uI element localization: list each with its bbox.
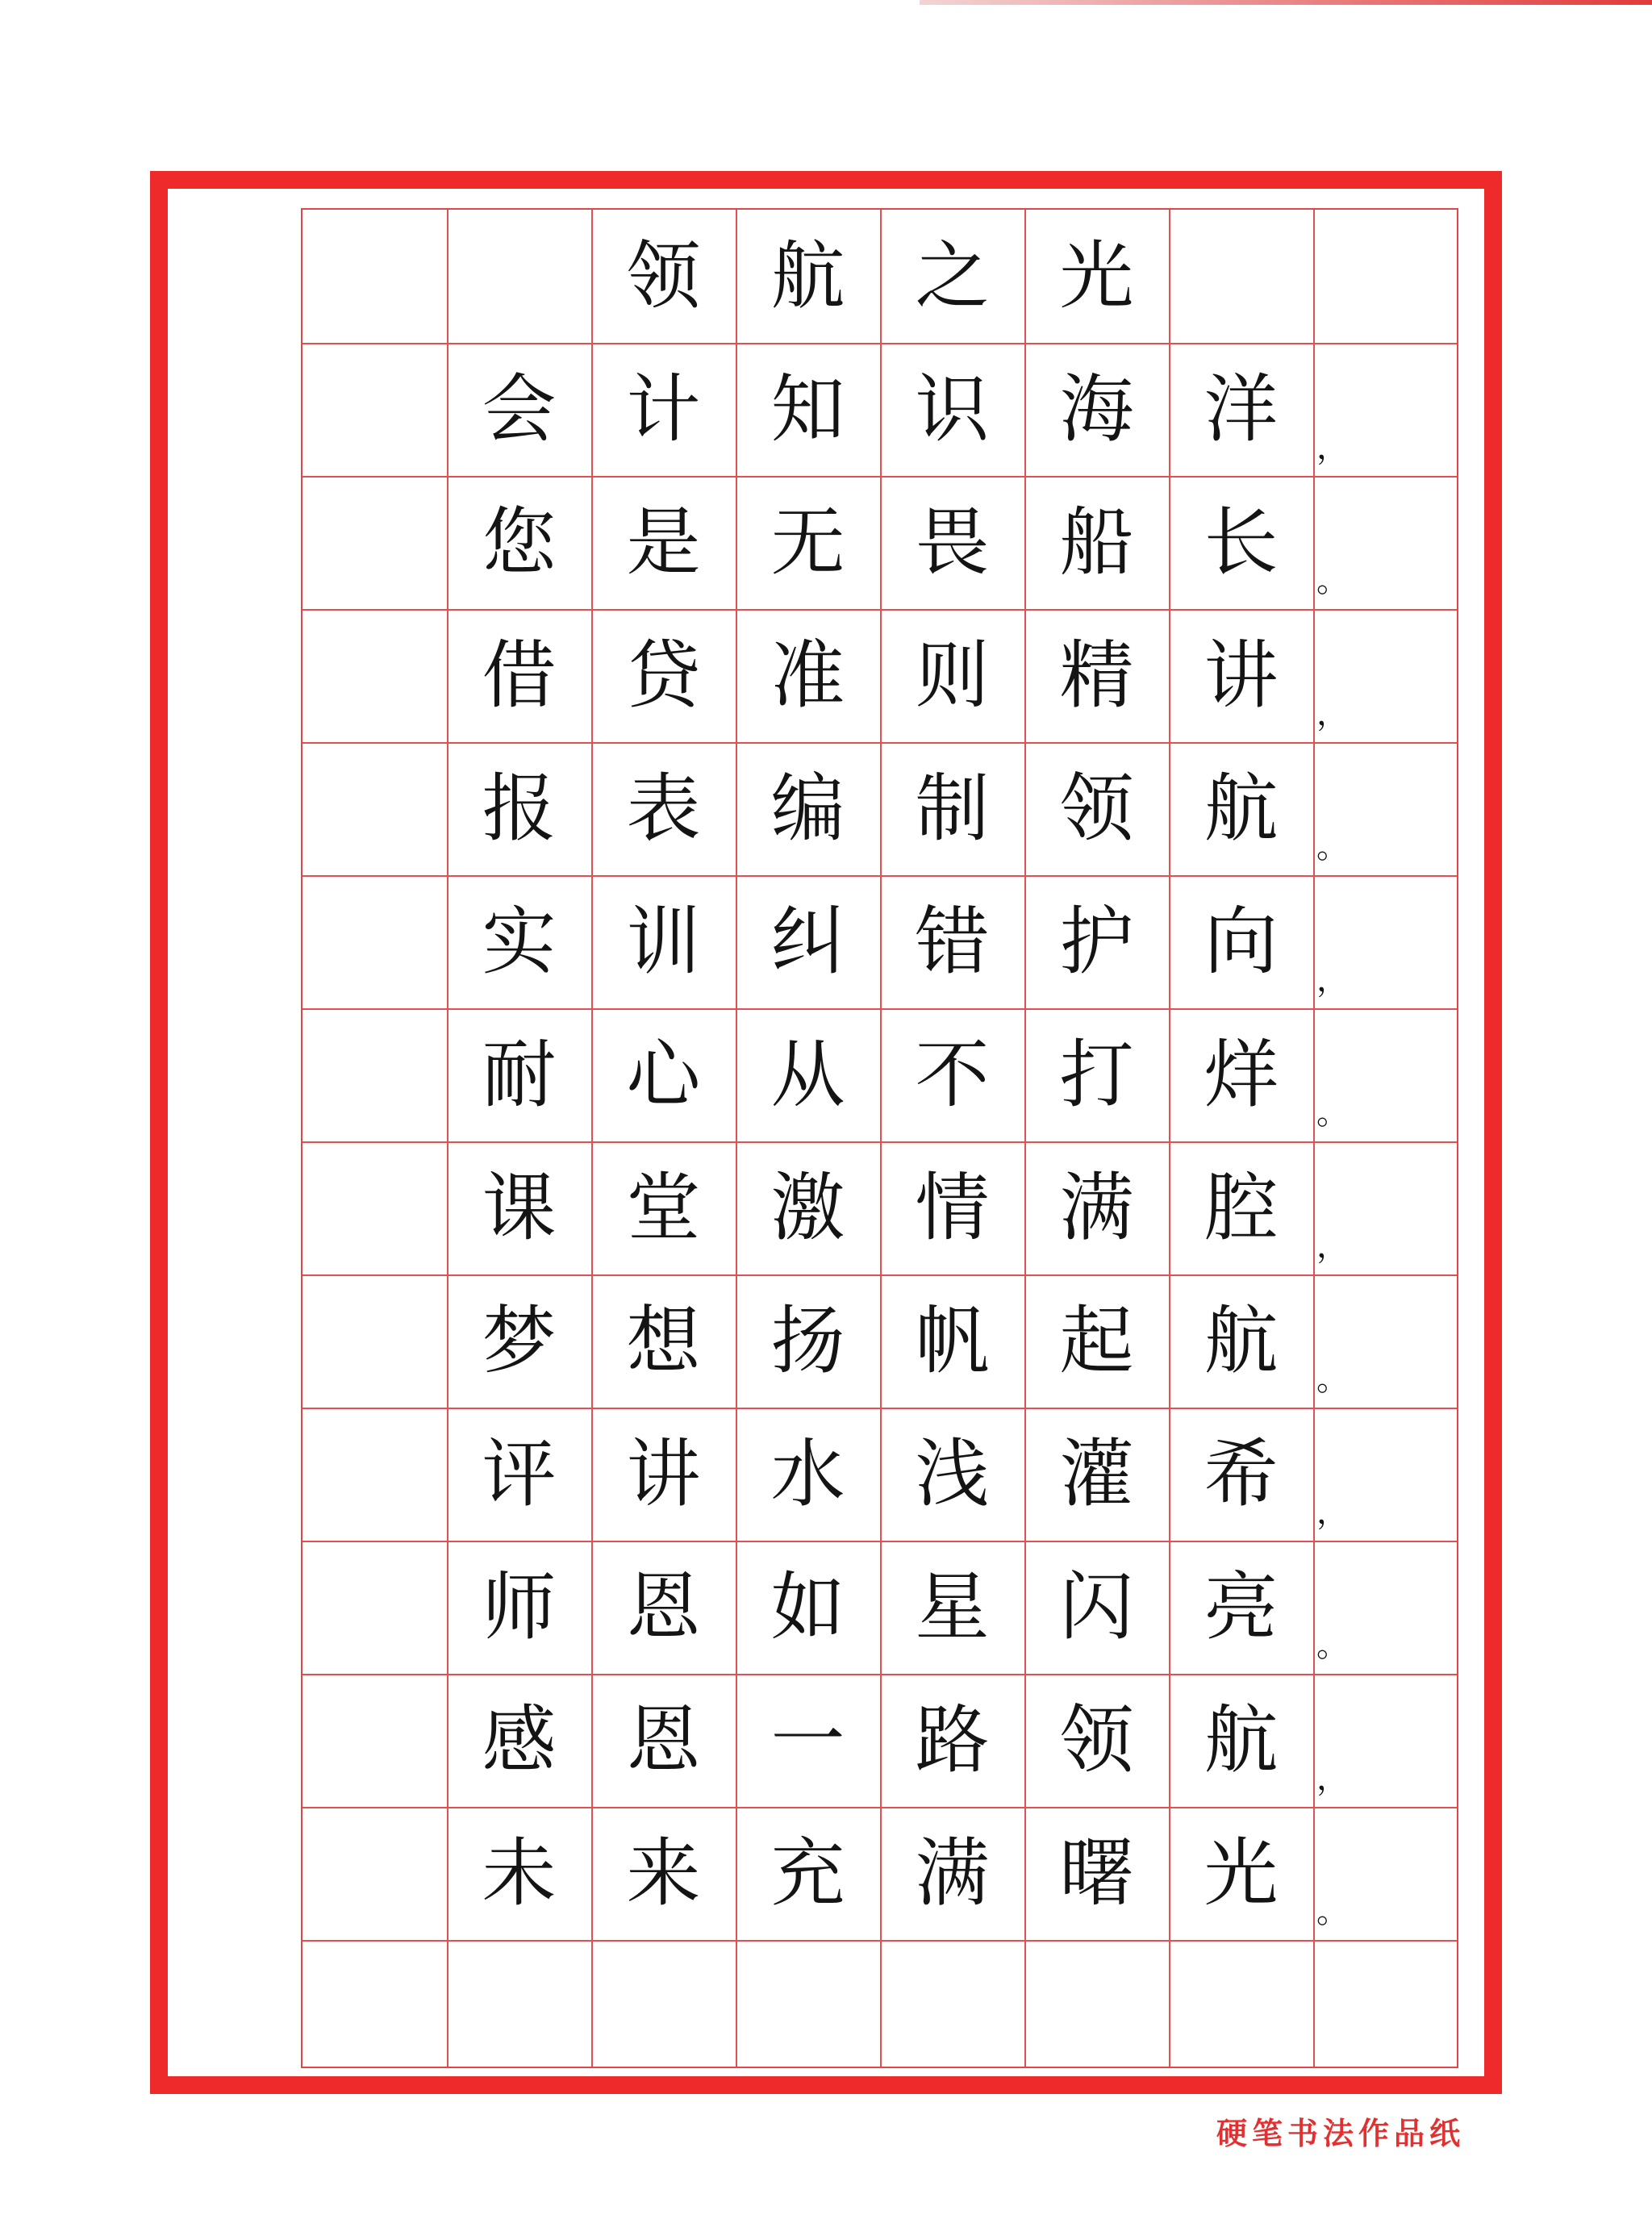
line-punctuation: 。 bbox=[1316, 1627, 1349, 1664]
poem-character: 满 bbox=[915, 1829, 990, 1917]
poem-character: 恩 bbox=[626, 1696, 701, 1783]
poem-character: 评 bbox=[482, 1430, 557, 1517]
poem-character: 表 bbox=[626, 765, 701, 852]
poem-character: 实 bbox=[482, 898, 557, 985]
paper-brand-label: 硬笔书法作品纸 bbox=[1216, 2115, 1465, 2151]
poem-character: 洋 bbox=[1204, 365, 1279, 453]
poem-character: 希 bbox=[1204, 1430, 1279, 1517]
poem-character: 打 bbox=[1059, 1031, 1134, 1118]
poem-character: 编 bbox=[770, 765, 845, 852]
poem-character: 错 bbox=[915, 898, 990, 985]
line-punctuation: 。 bbox=[1316, 1893, 1349, 1930]
poem-character: 报 bbox=[482, 765, 557, 852]
poem-character: 水 bbox=[770, 1430, 845, 1517]
poem-character: 讲 bbox=[1204, 632, 1279, 719]
poem-character: 烊 bbox=[1204, 1031, 1279, 1118]
poem-character: 星 bbox=[915, 1563, 990, 1650]
poem-character: 知 bbox=[770, 365, 845, 453]
poem-character: 是 bbox=[626, 498, 701, 586]
poem-character: 会 bbox=[482, 365, 557, 453]
poem-character: 无 bbox=[770, 498, 845, 586]
poem-character: 起 bbox=[1059, 1297, 1134, 1384]
title-character: 之 bbox=[915, 232, 990, 319]
title-character: 领 bbox=[626, 232, 701, 319]
poem-character: 扬 bbox=[770, 1297, 845, 1384]
poem-character: 曙 bbox=[1059, 1829, 1134, 1917]
poem-character: 未 bbox=[482, 1829, 557, 1917]
writing-grid bbox=[301, 208, 1458, 2068]
poem-character: 恩 bbox=[626, 1563, 701, 1650]
poem-character: 腔 bbox=[1204, 1164, 1279, 1251]
poem-character: 贷 bbox=[626, 632, 701, 719]
poem-character: 光 bbox=[1204, 1829, 1279, 1917]
line-punctuation: ， bbox=[1316, 1228, 1349, 1265]
poem-character: 师 bbox=[482, 1563, 557, 1650]
poem-character: 灌 bbox=[1059, 1430, 1134, 1517]
poem-character: 路 bbox=[915, 1696, 990, 1783]
line-punctuation: ， bbox=[1316, 1760, 1349, 1797]
poem-character: 充 bbox=[770, 1829, 845, 1917]
line-punctuation: 。 bbox=[1316, 1095, 1349, 1132]
poem-character: 借 bbox=[482, 632, 557, 719]
grid-horizontal-line bbox=[302, 1940, 1457, 1942]
line-punctuation: 。 bbox=[1316, 562, 1349, 599]
line-punctuation: ， bbox=[1316, 1494, 1349, 1531]
poem-character: 浅 bbox=[915, 1430, 990, 1517]
poem-character: 堂 bbox=[626, 1164, 701, 1251]
poem-character: 满 bbox=[1059, 1164, 1134, 1251]
poem-character: 精 bbox=[1059, 632, 1134, 719]
poem-character: 制 bbox=[915, 765, 990, 852]
poem-character: 讲 bbox=[626, 1430, 701, 1517]
poem-character: 领 bbox=[1059, 1696, 1134, 1783]
poem-character: 从 bbox=[770, 1031, 845, 1118]
poem-character: 耐 bbox=[482, 1031, 557, 1118]
poem-character: 亮 bbox=[1204, 1563, 1279, 1650]
poem-character: 准 bbox=[770, 632, 845, 719]
poem-character: 长 bbox=[1204, 498, 1279, 586]
line-punctuation: ， bbox=[1316, 429, 1349, 466]
title-character: 航 bbox=[770, 232, 845, 319]
poem-character: 船 bbox=[1059, 498, 1134, 586]
top-edge-band bbox=[920, 0, 1652, 5]
line-punctuation: 。 bbox=[1316, 1361, 1349, 1398]
poem-character: 海 bbox=[1059, 365, 1134, 453]
poem-character: 帆 bbox=[915, 1297, 990, 1384]
poem-character: 畏 bbox=[915, 498, 990, 586]
poem-character: 情 bbox=[915, 1164, 990, 1251]
poem-character: 则 bbox=[915, 632, 990, 719]
poem-character: 您 bbox=[482, 498, 557, 586]
poem-character: 向 bbox=[1204, 898, 1279, 985]
title-character: 光 bbox=[1059, 232, 1134, 319]
poem-character: 纠 bbox=[770, 898, 845, 985]
poem-character: 如 bbox=[770, 1563, 845, 1650]
poem-character: 来 bbox=[626, 1829, 701, 1917]
line-punctuation: ， bbox=[1316, 695, 1349, 732]
line-punctuation: ， bbox=[1316, 962, 1349, 999]
poem-character: 航 bbox=[1204, 765, 1279, 852]
poem-character: 一 bbox=[770, 1696, 845, 1783]
poem-character: 感 bbox=[482, 1696, 557, 1783]
poem-character: 护 bbox=[1059, 898, 1134, 985]
poem-character: 训 bbox=[626, 898, 701, 985]
poem-character: 计 bbox=[626, 365, 701, 453]
poem-character: 想 bbox=[626, 1297, 701, 1384]
poem-character: 航 bbox=[1204, 1297, 1279, 1384]
poem-character: 激 bbox=[770, 1164, 845, 1251]
poem-character: 梦 bbox=[482, 1297, 557, 1384]
poem-character: 课 bbox=[482, 1164, 557, 1251]
line-punctuation: 。 bbox=[1316, 828, 1349, 866]
poem-character: 闪 bbox=[1059, 1563, 1134, 1650]
poem-character: 识 bbox=[915, 365, 990, 453]
poem-character: 领 bbox=[1059, 765, 1134, 852]
poem-character: 不 bbox=[915, 1031, 990, 1118]
grid-vertical-line bbox=[1313, 210, 1315, 2067]
poem-character: 航 bbox=[1204, 1696, 1279, 1783]
poem-character: 心 bbox=[626, 1031, 701, 1118]
